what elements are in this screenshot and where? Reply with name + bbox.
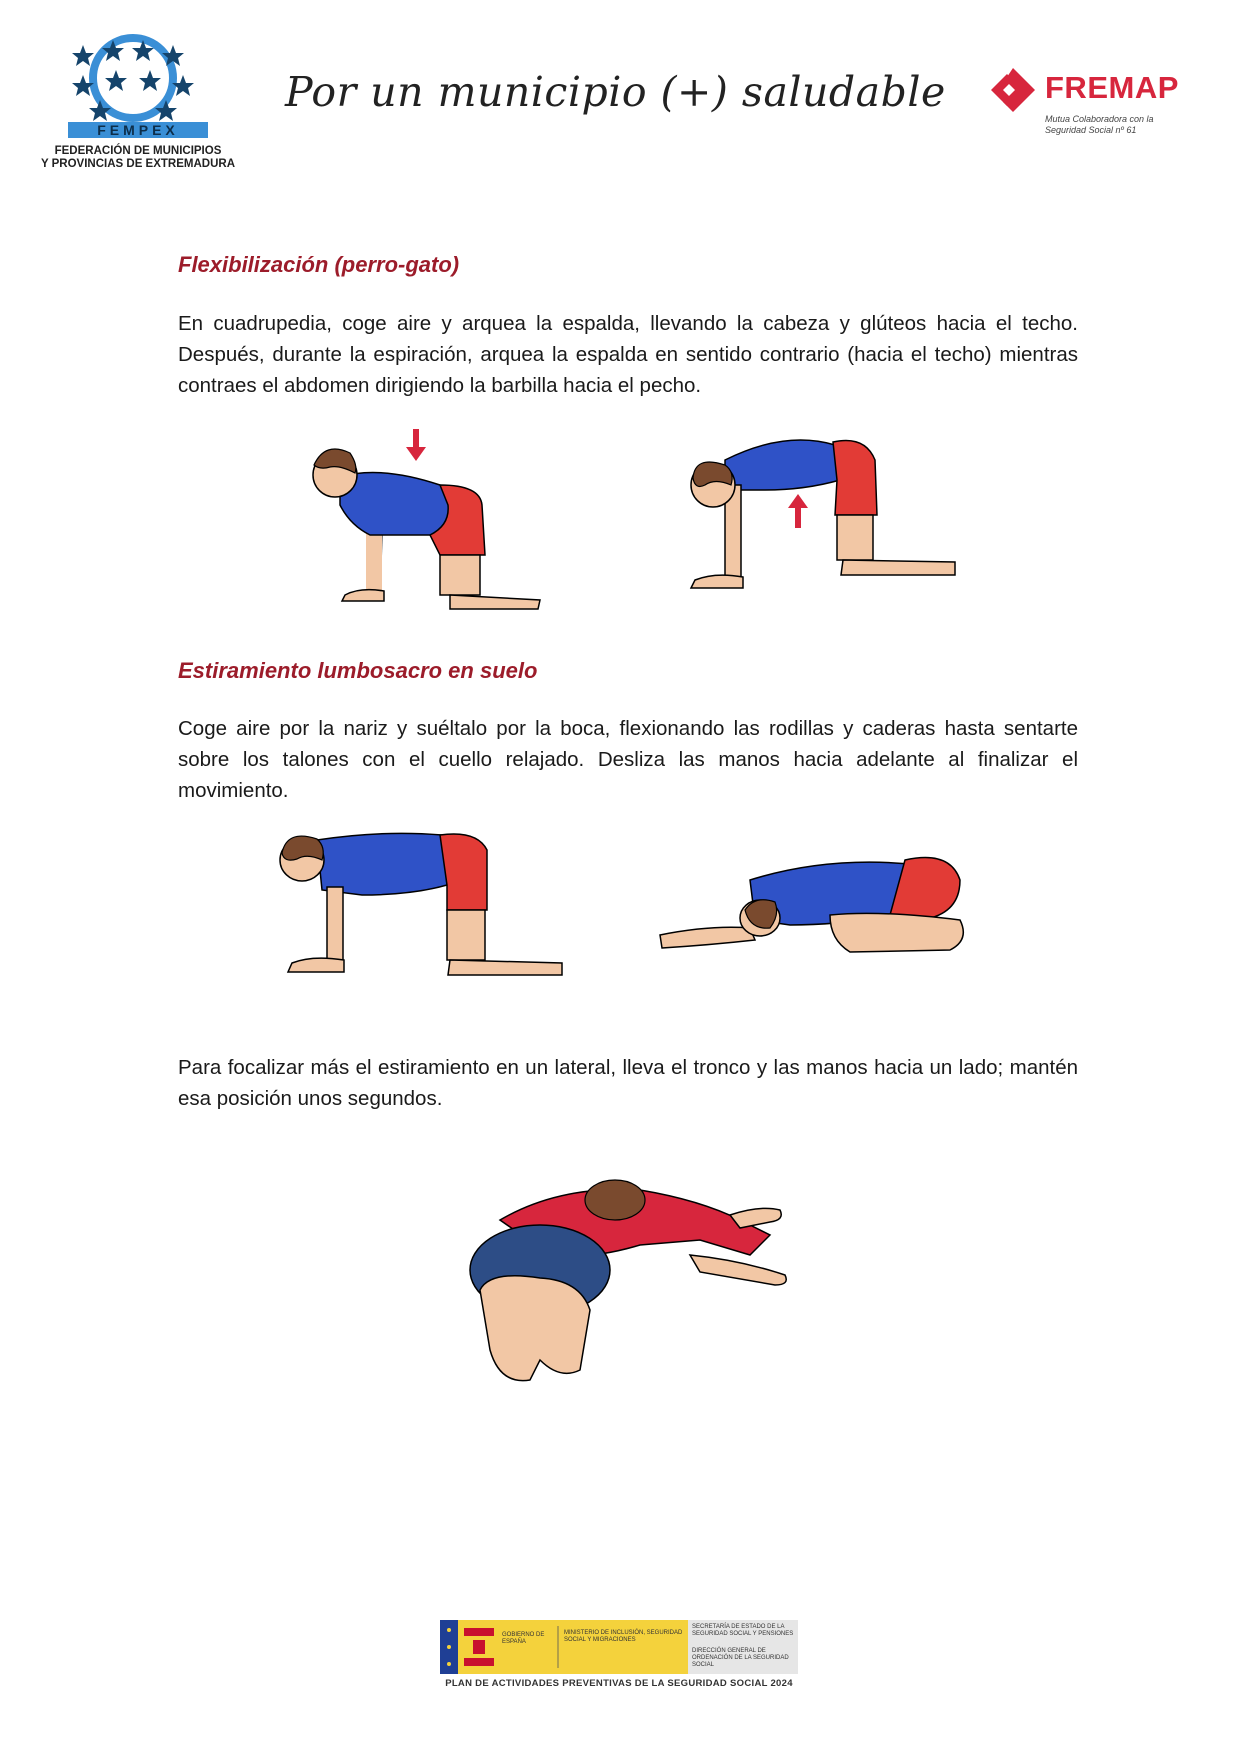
illustration-cow-pose: [665, 430, 985, 610]
down-arrow-icon: [406, 429, 426, 461]
fempex-emblem: [38, 30, 238, 140]
illustration-cat-pose: [300, 425, 600, 615]
fempex-caption-line2: Y PROVINCIAS DE EXTREMADURA: [40, 158, 236, 170]
up-arrow-icon: [788, 494, 808, 528]
section-heading-lumbosacro: Estiramiento lumbosacro en suelo: [178, 658, 538, 683]
footer-ministerio: MINISTERIO DE INCLUSIÓN, SEGURIDAD SOCIAL Y MIGRACIONES: [564, 1630, 683, 1643]
section-heading-flexibilizacion: Flexibilización (perro-gato): [178, 252, 460, 277]
footer-gobierno: GOBIERNO DE ESPAÑA: [502, 1632, 545, 1645]
illustration-quadruped-start: [262, 815, 602, 990]
fremap-subtitle-line2: Seguridad Social nº 61: [1045, 125, 1137, 135]
footer-logos: [440, 1620, 798, 1695]
section-paragraph-flexibilizacion: En cuadrupedia, coge aire y arquea la espalda, llevando la cabeza y glúteos hacia el techo. Después, durante la espiración, arquea la espalda en sentido contrario (hacia el techo) mientras contraes el abdomen dirigiendo la barbilla hacia el pecho.: [178, 312, 1078, 397]
illustration-lateral-stretch: [440, 1160, 815, 1390]
fremap-logo: [985, 64, 1195, 144]
fremap-name: FREMAP: [1045, 70, 1179, 105]
page-title: Por un municipio (+) saludable: [285, 68, 946, 116]
fempex-logo: [38, 30, 238, 180]
footer-secretaria: SECRETARÍA DE ESTADO DE LA SEGURIDAD SOCIAL Y PENSIONES: [692, 1624, 794, 1637]
section-paragraph-lumbosacro: Coge aire por la nariz y suéltalo por la boca, flexionando las rodillas y caderas hasta sentarte sobre los talones con el cuello relajado. Desliza las manos hacia adelante al finalizar el movimiento.: [178, 717, 1078, 802]
fempex-caption-line1: FEDERACIÓN DE MUNICIPIOS: [54, 145, 222, 157]
fremap-emblem-icon: [985, 64, 1041, 124]
section-paragraph-lateral: Para focalizar más el estiramiento en un lateral, lleva el tronco y las manos hacia un lado; mantén esa posición unos segundos.: [178, 1056, 1078, 1110]
footer-plan-text: PLAN DE ACTIVIDADES PREVENTIVAS DE LA SEGURIDAD SOCIAL 2024: [445, 1678, 793, 1689]
illustration-childs-pose: [650, 840, 1030, 990]
spain-flag-icon: [464, 1628, 494, 1666]
fremap-subtitle-line1: Mutua Colaboradora con la: [1045, 114, 1154, 124]
footer-direccion: DIRECCIÓN GENERAL DE ORDENACIÓN DE LA SEGURIDAD SOCIAL: [692, 1648, 789, 1668]
fempex-logo-text: FEMPEX: [97, 122, 179, 138]
